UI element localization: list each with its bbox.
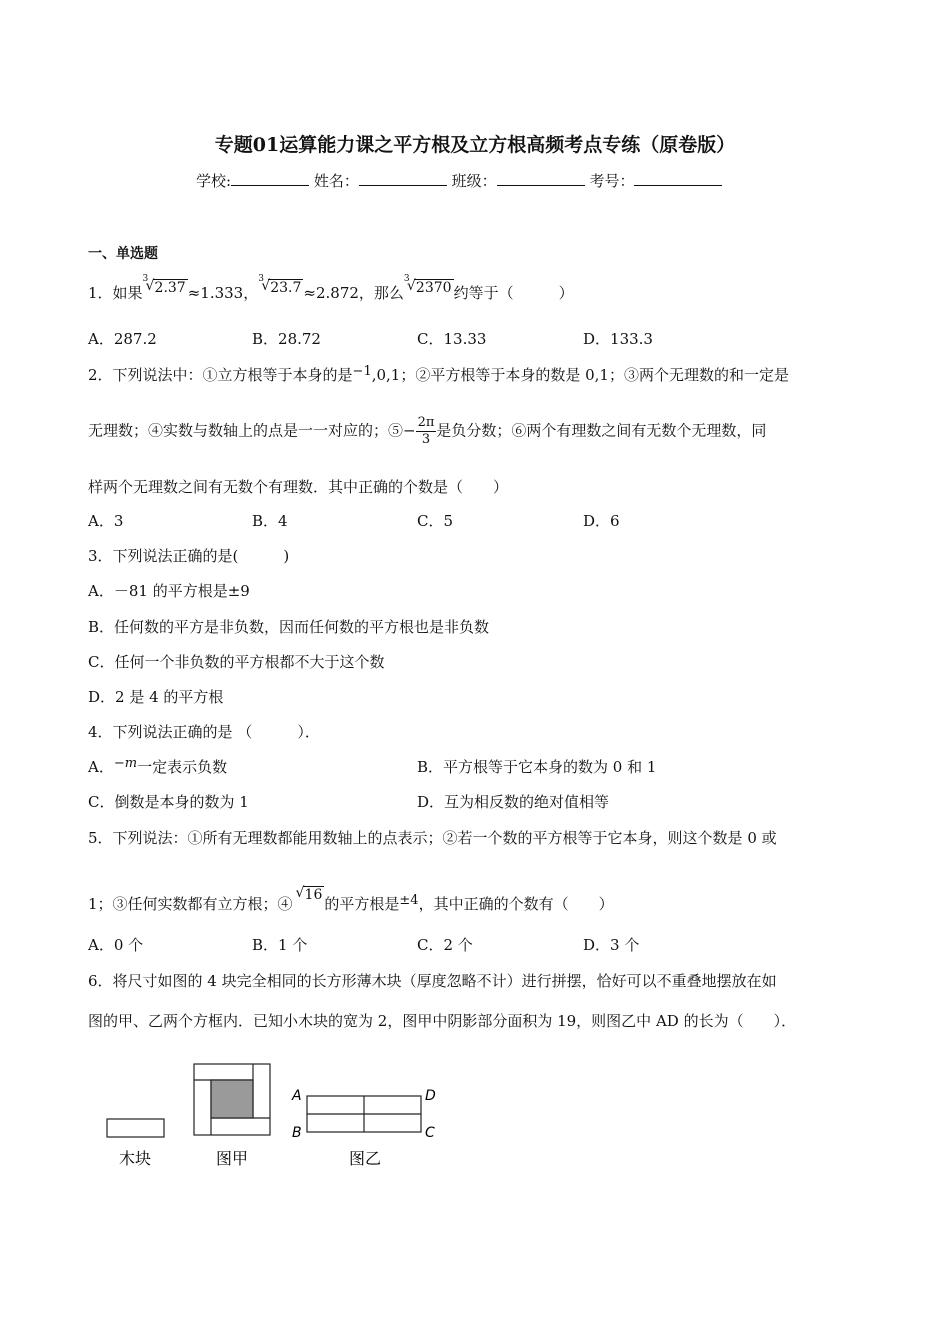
block-label: 木块	[118, 1149, 152, 1168]
q5-text-3: ，其中正确的个数有（ ）	[418, 895, 614, 913]
q5-text-1: 1；③任何实数都有立方根；④	[88, 895, 293, 913]
question-5-line-2	[88, 887, 614, 914]
root-index: 3	[142, 274, 149, 284]
jia-label: 图甲	[215, 1149, 249, 1168]
fraction-2pi-3	[416, 415, 437, 448]
q4-option-d[interactable]: D．互为相反数的绝对值相等	[417, 793, 610, 811]
q1-text-3: ≈2.872，那么	[303, 284, 404, 302]
school-label: 学校:	[196, 172, 232, 190]
q5-option-d[interactable]: D．3 个	[583, 936, 640, 954]
q1-option-a[interactable]: A．287.2	[88, 330, 157, 348]
q5-option-b[interactable]: B．1 个	[252, 936, 308, 954]
q5-option-a[interactable]: A．0 个	[88, 936, 144, 954]
name-blank[interactable]	[359, 171, 447, 186]
class-blank[interactable]	[497, 171, 585, 186]
figure-yi	[307, 1096, 421, 1132]
root-index: 3	[258, 274, 264, 284]
q2-option-c[interactable]: C．5	[417, 512, 454, 530]
class-label: 班级：	[451, 172, 497, 190]
q2-option-a[interactable]: A．3	[88, 512, 124, 530]
denominator: 3	[421, 432, 431, 447]
question-2-line-2: 无理数；④实数与数轴上的点是一一对应的；⑤− $\frac{2\pi}{3}$ 是负分数；⑥两个有理数之间有无数个无理数，同	[88, 415, 767, 447]
q2-text-3: 无理数；④实数与数轴上的点是一一对应的；⑤	[88, 421, 404, 440]
cube-root-23-7: 3 √ 23.7	[258, 274, 302, 296]
page-title: 专题01运算能力课之平方根及立方根高频考点专练（原卷版）	[214, 134, 736, 156]
q4-a-label: A．	[88, 758, 114, 776]
plus-minus-4: ±4	[399, 893, 419, 908]
q3-option-d[interactable]: D．2 是 4 的平方根	[88, 688, 224, 706]
cube-root-2-37: 3 √ 2.37	[142, 274, 186, 296]
section-heading: 一、单选题	[88, 246, 158, 262]
q2-text-4: 是负分数；⑥两个有理数之间有无数个无理数，同	[436, 421, 767, 440]
label-b: B	[292, 1125, 302, 1141]
label-c: C	[425, 1125, 435, 1141]
neg-one: −1	[352, 364, 372, 379]
number-blank[interactable]	[634, 171, 722, 186]
question-1-stem	[88, 274, 574, 303]
figure-jia	[194, 1064, 270, 1135]
q4-a-text: 一定表示负数	[137, 758, 228, 776]
question-6-figure	[95, 1050, 455, 1175]
question-5-line-1: 5．下列说法：①所有无理数都能用数轴上的点表示；②若一个数的平方根等于它本身，则这个数是 0 或	[88, 829, 777, 847]
neg-m: −m	[113, 756, 138, 771]
q4-option-b[interactable]: B．平方根等于它本身的数为 0 和 1	[417, 758, 657, 776]
q1-text-1: 1．如果	[88, 284, 143, 302]
cube-root-2370: 3 √ 2370	[403, 274, 452, 296]
q1-option-c[interactable]: C．13.33	[417, 330, 487, 348]
q4-option-c[interactable]: C．倒数是本身的数为 1	[88, 793, 249, 811]
student-info-row	[196, 170, 722, 191]
radicand: 2370	[415, 280, 452, 296]
q3-option-c[interactable]: C．任何一个非负数的平方根都不大于这个数	[88, 653, 385, 671]
number-label: 考号：	[589, 172, 635, 190]
radicand: 23.7	[270, 280, 302, 296]
label-d: D	[425, 1088, 436, 1104]
label-a: A	[292, 1088, 302, 1104]
yi-label: 图乙	[348, 1149, 382, 1168]
q1-text-4: 约等于（ ）	[453, 284, 574, 302]
q1-option-d[interactable]: D．133.3	[583, 330, 653, 348]
question-6-line-2: 图的甲、乙两个方框内．已知小木块的宽为 2，图甲中阴影部分面积为 19，则图乙中 AD 的长为（ ）．	[88, 1012, 797, 1030]
sqrt-16: √ 16	[295, 885, 323, 903]
radicand: 16	[304, 887, 323, 903]
question-3-stem: 3．下列说法正确的是( )	[88, 547, 290, 565]
q3-option-b[interactable]: B．任何数的平方是非负数，因而任何数的平方根也是非负数	[88, 618, 490, 636]
question-6-line-1: 6．将尺寸如图的 4 块完全相同的长方形薄木块（厚度忽略不计）进行拼摆，恰好可以不重叠地摆放在如	[88, 972, 777, 990]
q1-text-2: ≈1.333，	[187, 284, 259, 302]
wood-block-shape	[107, 1119, 164, 1137]
school-blank[interactable]	[231, 171, 309, 186]
question-2-line-3: 样两个无理数之间有无数个有理数．其中正确的个数是（ ）	[88, 478, 509, 496]
radicand: 2.37	[154, 280, 186, 296]
numerator: 2π	[417, 415, 435, 430]
q2-text-1: 2．下列说法中：①立方根等于本身的是	[88, 366, 353, 384]
q2-text-2: ,0,1；②平方根等于本身的数是 0,1；③两个无理数的和一定是	[371, 366, 789, 384]
q4-option-a[interactable]	[88, 756, 227, 777]
q1-option-b[interactable]: B．28.72	[252, 330, 321, 348]
question-2-line-1	[88, 364, 789, 385]
q5-option-c[interactable]: C．2 个	[417, 936, 473, 954]
q2-option-d[interactable]: D．6	[583, 512, 620, 530]
q3-option-a[interactable]: A．－81 的平方根是±9	[88, 582, 250, 600]
q5-text-2: 的平方根是	[324, 895, 400, 913]
shaded-square	[211, 1080, 253, 1118]
name-label: 姓名：	[313, 172, 359, 190]
question-4-stem: 4．下列说法正确的是 （ ）．	[88, 723, 320, 741]
q2-option-b[interactable]: B．4	[252, 512, 288, 530]
root-index: 3	[403, 274, 410, 284]
